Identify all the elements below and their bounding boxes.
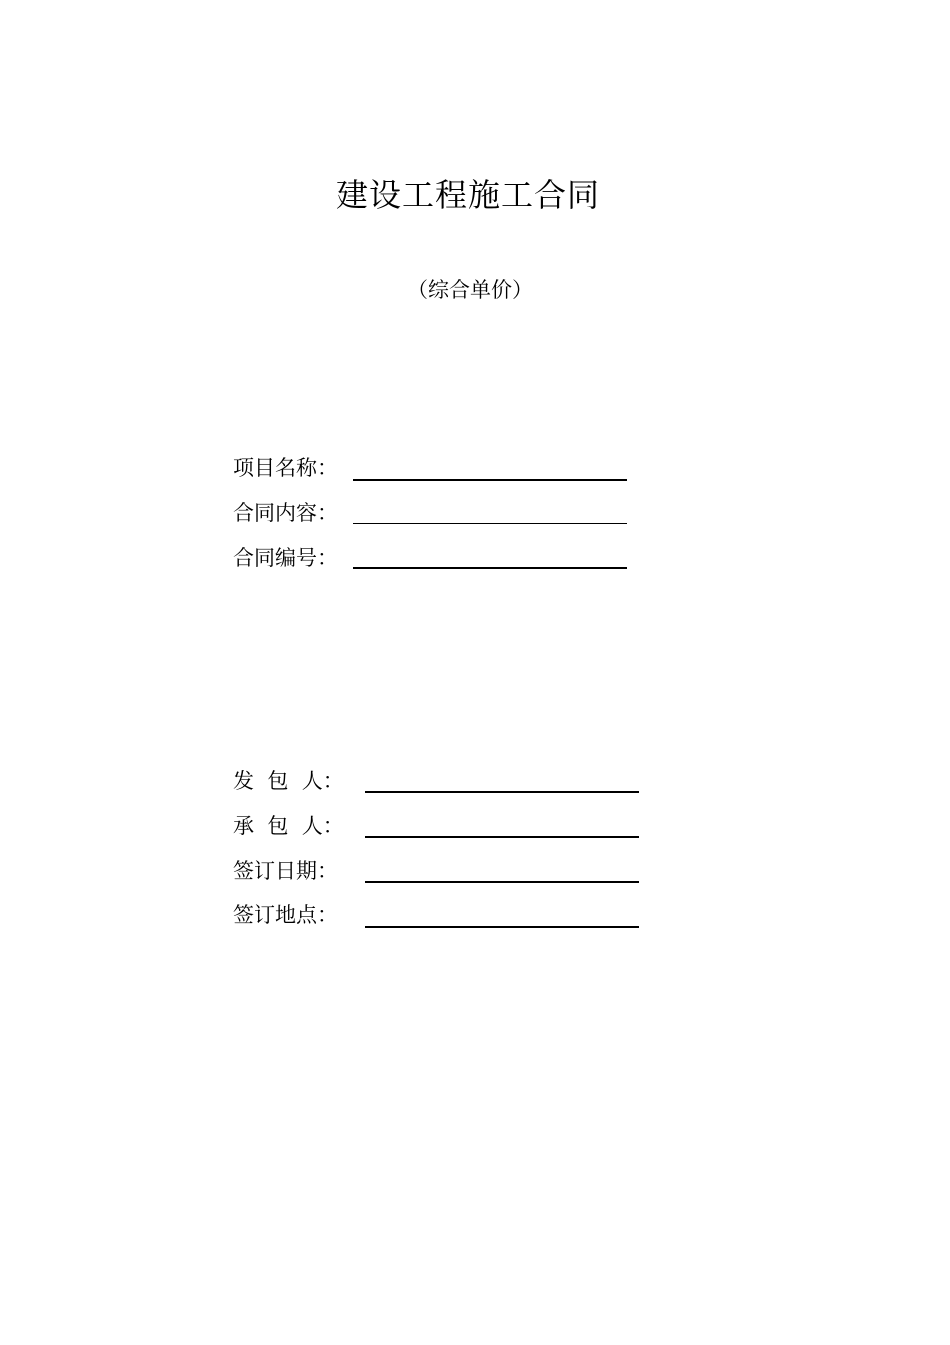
- contract-number-label: 合同编号：: [233, 546, 338, 570]
- document-subtitle: （综合单价）: [407, 278, 533, 302]
- contract-number-row: [233, 543, 338, 573]
- employer-label: 发 包 人：: [233, 769, 344, 793]
- signing-date-row: [233, 856, 338, 886]
- employer-blank-line[interactable]: [365, 791, 639, 793]
- project-name-blank-line[interactable]: [353, 479, 627, 481]
- contract-number-blank-line[interactable]: [353, 567, 627, 569]
- signing-date-blank-line[interactable]: [365, 881, 639, 883]
- signing-date-label: 签订日期：: [233, 859, 338, 883]
- project-name-row: [233, 453, 338, 483]
- signing-place-blank-line[interactable]: [365, 926, 639, 928]
- contract-content-blank-line[interactable]: [353, 523, 627, 524]
- contract-content-label: 合同内容：: [233, 501, 338, 525]
- signing-place-row: [233, 900, 338, 930]
- contractor-blank-line[interactable]: [365, 836, 639, 838]
- signing-place-label: 签订地点：: [233, 903, 338, 927]
- contractor-label: 承 包 人：: [233, 814, 344, 838]
- project-name-label: 项目名称：: [233, 456, 338, 480]
- document-title: 建设工程施工合同: [335, 176, 600, 214]
- contractor-row: [233, 811, 344, 841]
- employer-row: [233, 766, 344, 796]
- contract-content-row: [233, 498, 338, 528]
